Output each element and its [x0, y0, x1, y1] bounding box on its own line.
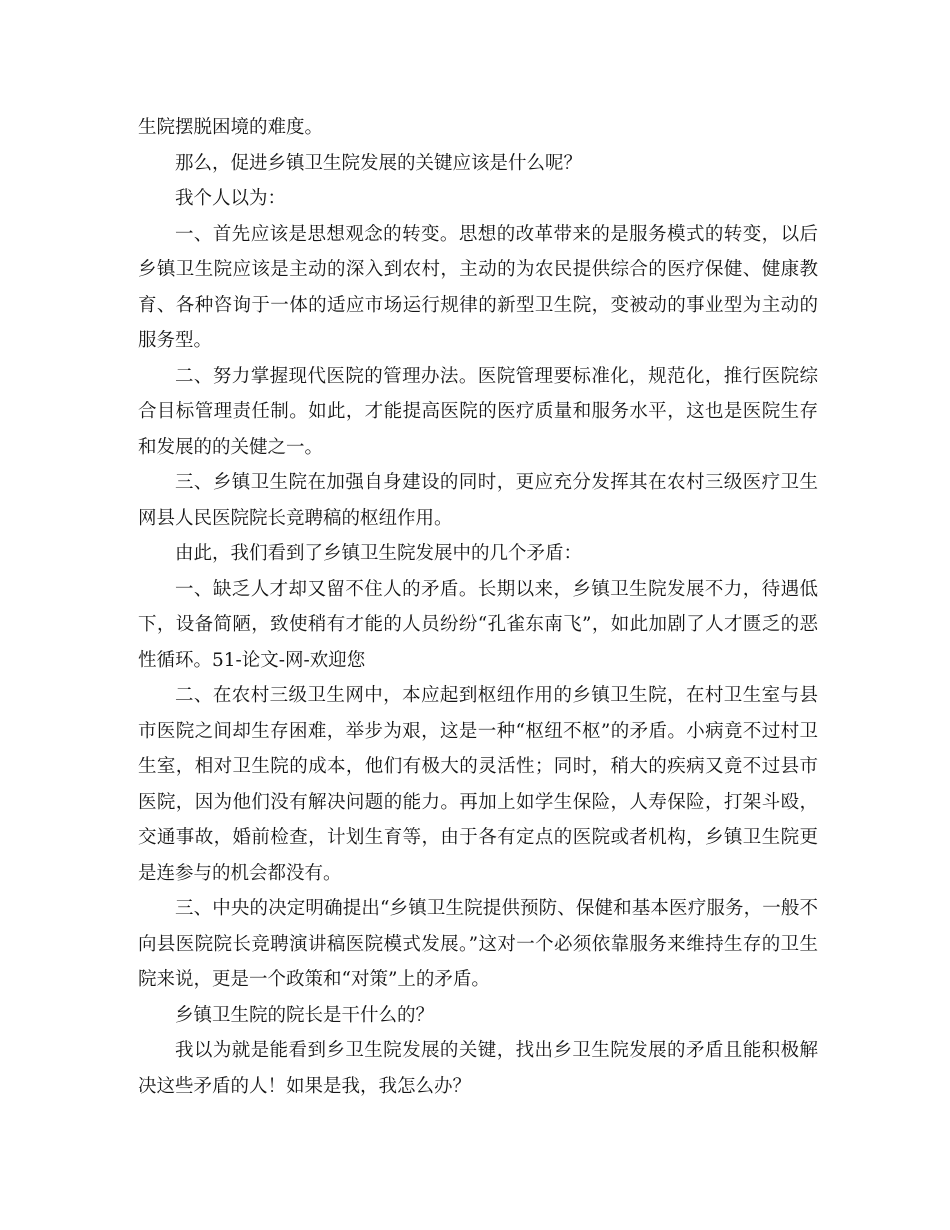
paragraph-director-answer: 我以为就是能看到乡卫生院发展的关键，找出乡卫生院发展的矛盾且能积极解决这些矛盾的人！如果是我，我怎么办？ [138, 1040, 818, 1097]
paragraph-contradiction-3: 三、中央的决定明确提出“乡镇卫生院提供预防、保健和基本医疗服务，一般不向县医院院长竞聘演讲稿医院模式发展。”这对一个必须依靠服务来维持生存的卫生院来说，更是一个政策和“对策”上的矛盾。 [138, 898, 818, 990]
paragraph-question: 那么，促进乡镇卫生院发展的关键应该是什么呢？ [175, 152, 583, 174]
document-body [138, 110, 818, 1104]
paragraph-contradictions-intro: 由此，我们看到了乡镇卫生院发展中的几个矛盾： [175, 543, 583, 564]
paragraph-point-3: 三、乡镇卫生院在加强自身建设的同时，更应充分发挥其在农村三级医疗卫生网县人民医院院长竞聘稿的枢纽作用。 [138, 472, 818, 529]
paragraph-opinion-intro: 我个人以为： [175, 188, 287, 209]
paragraph-contradiction-2: 二、在农村三级卫生网中，本应起到枢纽作用的乡镇卫生院，在村卫生室与县市医院之间却生存困难，举步为艰，这是一种“枢纽不枢”的矛盾。小病竟不过村卫生室，相对卫生院的成本，他们有极大的灵活性；同时，稍大的疾病又竟不过县市医院，因为他们没有解决问题的能力。再加上如学生保险，人寿保险，打架斗殴，交通事故，婚前检查，计划生育等，由于各有定点的医院或者机构，乡镇卫生院更是连参与的机会都没有。 [138, 685, 818, 884]
paragraph-point-2: 二、努力掌握现代医院的管理办法。医院管理要标准化，规范化，推行医院综合目标管理责任制。如此，才能提高医院的医疗质量和服务水平，这也是医院生存和发展的的关健之一。 [138, 365, 818, 458]
paragraph-point-1: 一、首先应该是思想观念的转变。思想的改革带来的是服务模式的转变，以后乡镇卫生院应该是主动的深入到农村，主动的为农民提供综合的医疗保健、健康教育、各种咨询于一体的适应市场运行规律的新型卫生院，变被动的事业型为主动的服务型。 [138, 223, 818, 351]
paragraph-director-question: 乡镇卫生院的院长是干什么的？ [175, 1004, 435, 1026]
paragraph-continued: 生院摆脱困境的难度。 [138, 117, 324, 138]
paragraph-contradiction-1: 一、缺乏人才却又留不住人的矛盾。长期以来，乡镇卫生院发展不力，待遇低下，设备简陋，致使稍有才能的人员纷纷“孔雀东南飞”，如此加剧了人才匮乏的恶性循环。51-论文-网-欢迎您 [138, 578, 818, 671]
